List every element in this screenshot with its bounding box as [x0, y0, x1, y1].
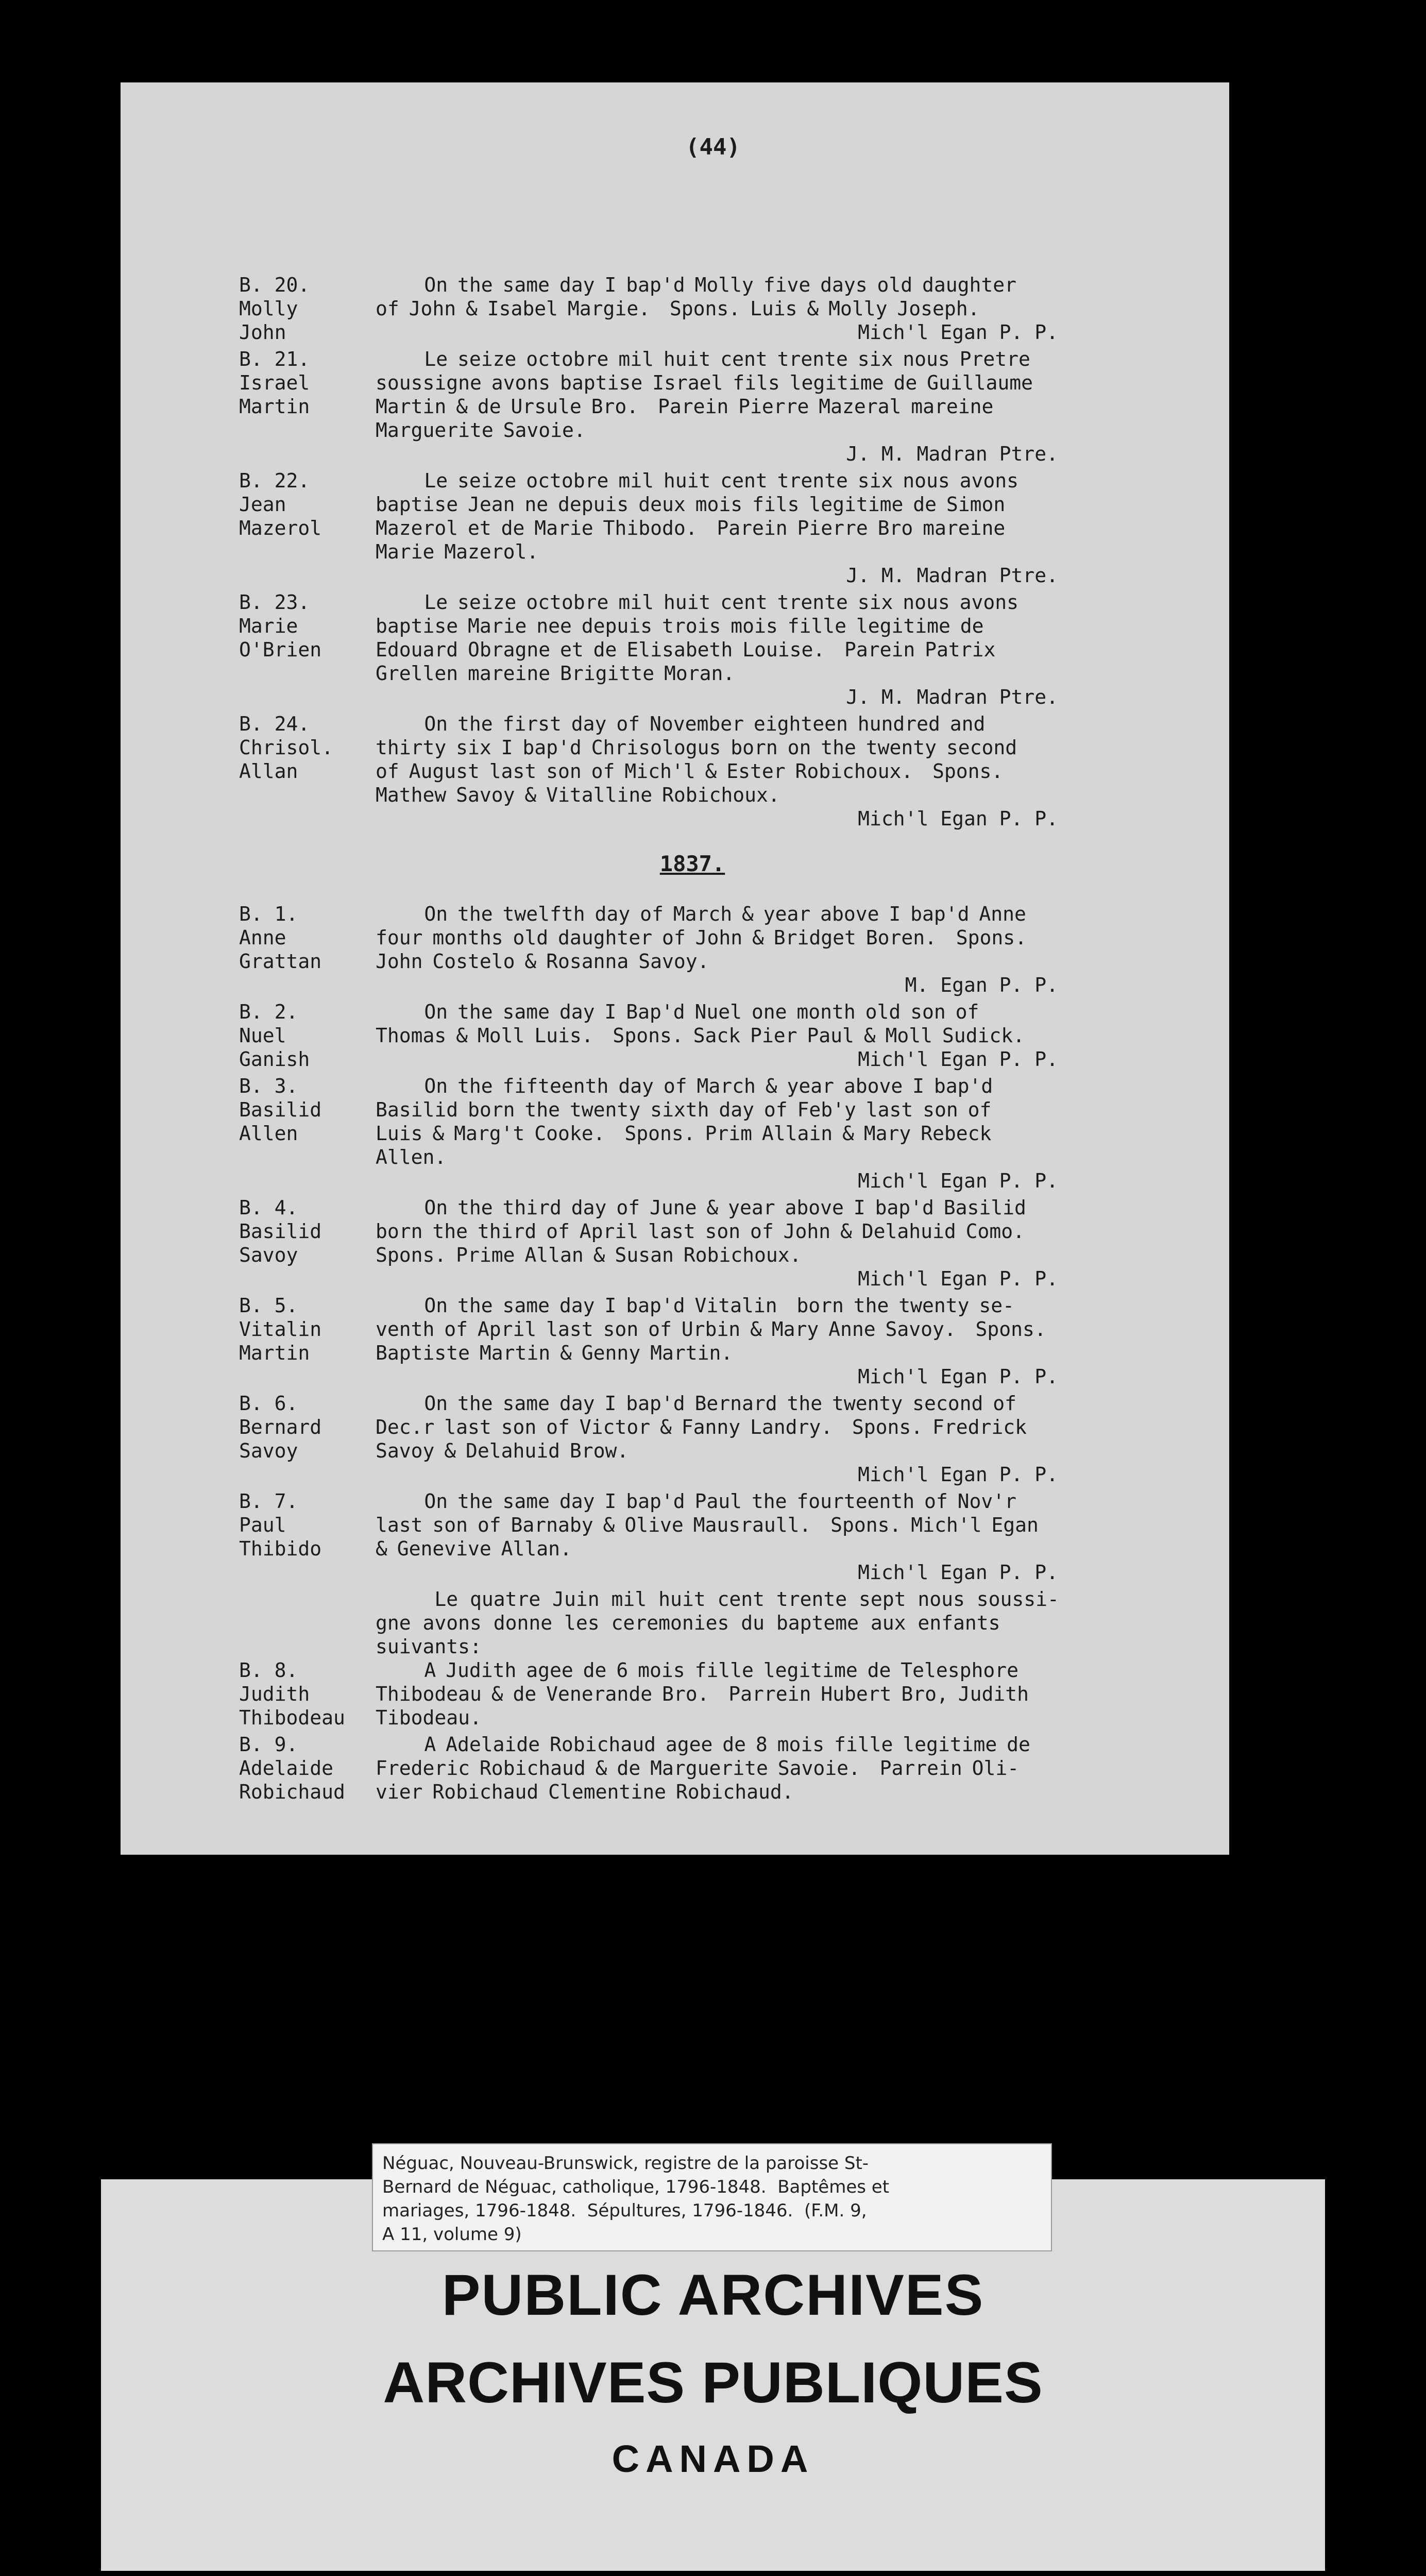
- entry-text-line: Le seize octobre mil huit cent trente six nous avons: [376, 591, 1019, 614]
- entry-label-line: Savoy: [239, 1439, 298, 1462]
- entry-label: [239, 1294, 378, 1365]
- entry-label-line: B. 9.: [239, 1733, 298, 1756]
- entry-text-line: On the same day I bap'd Molly five days old daughter: [376, 274, 1017, 296]
- entry-label-line: Martin: [239, 1342, 310, 1364]
- entry-text-line: Baptiste Martin & Genny Martin.: [376, 1342, 733, 1364]
- entry-label: [239, 1733, 378, 1804]
- entry-label-line: Vitalin: [239, 1318, 322, 1341]
- entry-text-line: On the first day of November eighteen hundred and: [376, 713, 986, 735]
- preamble-line: gne avons donne les ceremonies du bapteme aux enfants: [376, 1612, 1000, 1634]
- entry-label-line: Chrisol.: [239, 736, 334, 759]
- entry-text-line: Allen.: [376, 1146, 447, 1168]
- entry-label-line: B. 8.: [239, 1659, 298, 1682]
- baptism-entry: [239, 347, 1208, 466]
- entry-text-line: of John & Isabel Margie. Spons. Luis & Molly Joseph.: [376, 297, 980, 320]
- baptism-entry: [239, 712, 1208, 831]
- year-heading: 1837.: [659, 851, 725, 876]
- entry-text-line: Mazerol et de Marie Thibodo. Parein Pierre Bro mareine: [376, 517, 1006, 539]
- entry-text-line: Marie Mazerol.: [376, 540, 539, 563]
- entry-label: [239, 1392, 378, 1463]
- entry-text-line: Edouard Obragne et de Elisabeth Louise. Parein Patrix: [376, 638, 996, 661]
- entry-label-line: B. 5.: [239, 1294, 298, 1317]
- entry-text-line: Mathew Savoy & Vitalline Robichoux.: [376, 784, 780, 806]
- entry-label: [239, 1000, 378, 1071]
- preamble-line: Le quatre Juin mil huit cent trente sept nous soussi-: [376, 1588, 1059, 1611]
- entry-text: [376, 712, 1208, 807]
- entry-signature: M. Egan P. P.: [905, 974, 1058, 996]
- entry-text-line: John Costelo & Rosanna Savoy.: [376, 950, 709, 973]
- entry-text-line: On the same day I bap'd Paul the fourteenth of Nov'r: [376, 1490, 1017, 1513]
- entry-text-line: On the same day I Bap'd Nuel one month old son of: [376, 1001, 979, 1023]
- entry-label: [239, 1074, 378, 1145]
- entry-text-line: Le seize octobre mil huit cent trente six nous avons: [376, 469, 1019, 492]
- entry-label-line: B. 20.: [239, 274, 310, 296]
- entry-signature: J. M. Madran Ptre.: [846, 443, 1058, 465]
- entry-label-line: B. 1.: [239, 903, 298, 925]
- entry-label: [239, 1658, 378, 1730]
- entry-label-line: Israel: [239, 371, 310, 394]
- entry-label-line: Savoy: [239, 1244, 298, 1266]
- entry-label-line: B. 6.: [239, 1392, 298, 1415]
- entry-text-line: & Genevive Allan.: [376, 1537, 572, 1560]
- register-page: [121, 82, 1229, 1855]
- baptism-entry: [239, 1294, 1208, 1388]
- baptism-entry: [239, 1489, 1208, 1584]
- entry-label-line: B. 4.: [239, 1196, 298, 1219]
- entry-label: [239, 590, 378, 662]
- entry-text: [376, 590, 1208, 685]
- entry-label-line: B. 23.: [239, 591, 310, 614]
- entry-label-line: Adelaide: [239, 1757, 334, 1780]
- entry-label-line: John: [239, 321, 286, 344]
- entry-signature: Mich'l Egan P. P.: [858, 1170, 1058, 1192]
- entry-signature: Mich'l Egan P. P.: [858, 807, 1058, 830]
- entry-text: [376, 1489, 1208, 1561]
- entry-signature: J. M. Madran Ptre.: [846, 686, 1058, 708]
- entry-text-line: Grellen mareine Brigitte Moran.: [376, 662, 735, 685]
- entry-text-line: On the third day of June & year above I bap'd Basilid: [376, 1196, 1026, 1219]
- entry-label-line: B. 21.: [239, 348, 310, 370]
- entry-text-line: baptise Jean ne depuis deux mois fils legitime de Simon: [376, 493, 1006, 516]
- archive-country: CANADA: [612, 2437, 814, 2480]
- entry-label-line: B. 2.: [239, 1001, 298, 1023]
- baptism-entry: [239, 1392, 1208, 1486]
- entries-final: [239, 1658, 1208, 1804]
- entry-label-line: B. 24.: [239, 713, 310, 735]
- entry-text-line: Savoy & Delahuid Brow.: [376, 1439, 629, 1462]
- entry-label: [239, 347, 378, 418]
- entry-label: [239, 273, 378, 344]
- entry-label-line: Thibodeau: [239, 1706, 345, 1729]
- entry-text: [376, 1658, 1208, 1730]
- entry-text-line: On the same day I bap'd Bernard the twenty second of: [376, 1392, 1017, 1415]
- entry-text-line: born the third of April last son of John & Delahuid Como.: [376, 1220, 1025, 1243]
- entry-text-line: thirty six I bap'd Chrisologus born on the twenty second: [376, 736, 1017, 759]
- entry-label-line: Judith: [239, 1683, 310, 1705]
- entry-text-line: Thibodeau & de Venerande Bro. Parrein Hubert Bro, Judith: [376, 1683, 1029, 1705]
- baptism-entry: [239, 1000, 1208, 1071]
- entry-text-line: Tibodeau.: [376, 1706, 482, 1729]
- archive-title-fr: ARCHIVES PUBLIQUES: [383, 2350, 1043, 2415]
- entry-label-line: Allen: [239, 1122, 298, 1145]
- entry-label-line: B. 22.: [239, 469, 310, 492]
- preamble: [376, 1587, 1208, 1658]
- entry-label-line: Martin: [239, 395, 310, 418]
- entry-signature: Mich'l Egan P. P.: [858, 1048, 1058, 1071]
- baptism-entry: [239, 1658, 1208, 1730]
- entry-label-line: Anne: [239, 926, 286, 949]
- baptism-entry: [239, 1074, 1208, 1193]
- entry-text-line: Le seize octobre mil huit cent trente six nous Pretre: [376, 348, 1030, 370]
- entry-text: [376, 1733, 1208, 1804]
- preamble-line: suivants:: [376, 1635, 482, 1658]
- entry-label-line: O'Brien: [239, 638, 322, 661]
- entry-text-line: four months old daughter of John & Bridget Boren. Spons.: [376, 926, 1027, 949]
- entry-text-line: Martin & de Ursule Bro. Parein Pierre Mazeral mareine: [376, 395, 994, 418]
- entry-label-line: Molly: [239, 297, 298, 320]
- entry-text-line: On the twelfth day of March & year above I bap'd Anne: [376, 903, 1026, 925]
- entry-text-line: Luis & Marg't Cooke. Spons. Prim Allain & Mary Rebeck: [376, 1122, 992, 1145]
- entry-signature: J. M. Madran Ptre.: [846, 564, 1058, 587]
- entry-label-line: Thibido: [239, 1537, 322, 1560]
- entries-1837: [239, 902, 1208, 1584]
- archive-note: Néguac, Nouveau-Brunswick, registre de la paroisse St- Bernard de Néguac, catholique, 1796-1848. Baptêmes et mariages, 1796-1848. Sépultures, 1796-1846. (F.M. 9, A 11, volume 9): [372, 2143, 1052, 2251]
- entry-signature: Mich'l Egan P. P.: [858, 1365, 1058, 1388]
- baptism-entry: [239, 902, 1208, 997]
- entry-label-line: Marie: [239, 615, 298, 637]
- entry-label-line: Nuel: [239, 1024, 286, 1047]
- entries-1836: [239, 273, 1208, 831]
- entry-text: [376, 1196, 1208, 1267]
- entry-text: [376, 347, 1208, 442]
- entry-text-line: vier Robichaud Clementine Robichaud.: [376, 1781, 794, 1803]
- entry-label-line: Mazerol: [239, 517, 322, 539]
- entry-label-line: Grattan: [239, 950, 322, 973]
- entry-label-line: B. 7.: [239, 1490, 298, 1513]
- entry-text: [376, 1294, 1208, 1365]
- entry-text: [376, 1074, 1208, 1169]
- baptism-entry: [239, 1733, 1208, 1804]
- entry-label: [239, 1489, 378, 1561]
- entry-label-line: Basilid: [239, 1098, 322, 1121]
- entry-label-line: Jean: [239, 493, 286, 516]
- entry-label-line: Paul: [239, 1514, 286, 1536]
- entry-text: [376, 1000, 1208, 1047]
- entry-label-line: Robichaud: [239, 1781, 345, 1803]
- entry-signature: Mich'l Egan P. P.: [858, 321, 1058, 344]
- entry-label: [239, 902, 378, 973]
- entry-text: [376, 902, 1208, 973]
- register-entries: [239, 273, 1208, 1807]
- entry-label-line: B. 3.: [239, 1075, 298, 1097]
- entry-text-line: Marguerite Savoie.: [376, 419, 586, 442]
- entry-text-line: soussigne avons baptise Israel fils legitime de Guillaume: [376, 371, 1033, 394]
- entry-text: [376, 273, 1208, 320]
- entry-text-line: A Judith agee de 6 mois fille legitime de Telesphore: [376, 1659, 1019, 1682]
- baptism-entry: [239, 469, 1208, 587]
- entry-label-line: Allan: [239, 760, 298, 783]
- entry-label-line: Ganish: [239, 1048, 310, 1071]
- entry-text-line: baptise Marie nee depuis trois mois fille legitime de: [376, 615, 984, 637]
- entry-text-line: Dec.r last son of Victor & Fanny Landry. Spons. Fredrick: [376, 1416, 1027, 1438]
- entry-text-line: On the fifteenth day of March & year above I bap'd: [376, 1075, 993, 1097]
- entry-text: [376, 469, 1208, 564]
- baptism-entry: [239, 590, 1208, 709]
- entry-text-line: A Adelaide Robichaud agee de 8 mois fille legitime de: [376, 1733, 1030, 1756]
- baptism-entry: [239, 273, 1208, 344]
- entry-label: [239, 1196, 378, 1267]
- entry-label: [239, 712, 378, 783]
- entry-text-line: last son of Barnaby & Olive Mausraull. Spons. Mich'l Egan: [376, 1514, 1039, 1536]
- entry-text-line: of August last son of Mich'l & Ester Robichoux. Spons.: [376, 760, 1004, 783]
- entry-label-line: Basilid: [239, 1220, 322, 1243]
- entry-label: [239, 469, 378, 540]
- entry-text-line: Spons. Prime Allan & Susan Robichoux.: [376, 1244, 802, 1266]
- entry-label-line: Bernard: [239, 1416, 322, 1438]
- entry-signature: Mich'l Egan P. P.: [858, 1463, 1058, 1486]
- entry-text-line: On the same day I bap'd Vitalin born the twenty se-: [376, 1294, 1015, 1317]
- archive-title-en: PUBLIC ARCHIVES: [442, 2263, 984, 2327]
- entry-text-line: Frederic Robichaud & de Marguerite Savoie. Parrein Oli-: [376, 1757, 1020, 1780]
- entry-signature: Mich'l Egan P. P.: [858, 1267, 1058, 1290]
- entry-text-line: Thomas & Moll Luis. Spons. Sack Pier Paul & Moll Sudick.: [376, 1024, 1025, 1047]
- baptism-entry: [239, 1196, 1208, 1291]
- page-number: (44): [686, 134, 740, 160]
- entry-text-line: venth of April last son of Urbin & Mary Anne Savoy. Spons.: [376, 1318, 1046, 1341]
- entry-text-line: Basilid born the twenty sixth day of Feb'y last son of: [376, 1098, 992, 1121]
- entry-text: [376, 1392, 1208, 1463]
- entry-signature: Mich'l Egan P. P.: [858, 1561, 1058, 1584]
